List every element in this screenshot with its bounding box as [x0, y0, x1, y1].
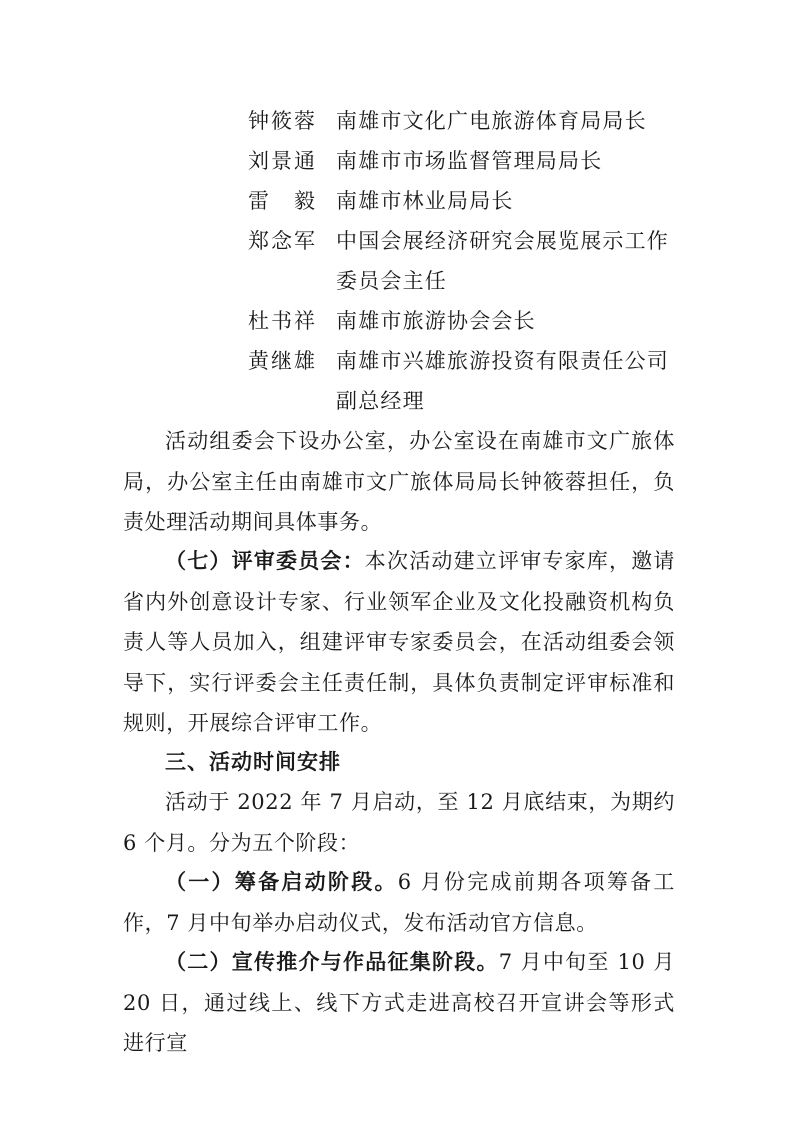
member-role: 南雄市文化广电旅游体育局局长 [336, 109, 647, 133]
phase2-body: 7 月中旬至 10 月 20 日，通过线上、线下方式走进高校召开宣讲会等形式进行宣 [123, 950, 676, 1055]
member-row [0, 221, 793, 261]
member-row [0, 101, 793, 141]
schedule-intro-paragraph: 活动于 2022 年 7 月启动，至 12 月底结束，为期约 6 个月。分为五个阶段： [123, 790, 675, 855]
phase2-lead: （二）宣传推介与作品征集阶段。 [165, 949, 499, 974]
phase2-paragraph [123, 942, 675, 1064]
member-row [0, 341, 793, 381]
member-role: 中国会展经济研究会展览展示工作 [336, 229, 669, 253]
member-name: 刘景通 [248, 149, 317, 173]
member-name: 钟筱蓉 [248, 109, 317, 133]
member-role: 南雄市旅游协会会长 [336, 309, 536, 333]
member-role: 南雄市兴雄旅游投资有限责任公司 [336, 349, 669, 373]
member-name: 杜书祥 [248, 309, 317, 333]
review-committee-body: 本次活动建立评审专家库，邀请省内外创意设计专家、行业领军企业及文化投融资机构负责人等人员加入，组建评审专家委员会，在活动组委会领导下，实行评委会主任责任制，具体负责制定评审标准和规则，开展综合评审工作。 [123, 549, 675, 735]
member-row [0, 141, 793, 181]
phase1-lead: （一）筹备启动阶段。 [165, 869, 398, 894]
member-role-continued: 副总经理 [336, 389, 425, 413]
member-row [0, 181, 793, 221]
review-committee-lead: （七）评审委员会： [165, 548, 365, 573]
member-role: 南雄市林业局局长 [336, 189, 514, 213]
phase1-paragraph [123, 862, 675, 943]
member-role: 南雄市市场监督管理局局长 [336, 149, 603, 173]
member-name: 黄继雄 [248, 349, 317, 373]
phase1-body: 6 月份完成前期各项筹备工作，7 月中旬举办启动仪式，发布活动官方信息。 [123, 870, 676, 935]
section-heading: 三、活动时间安排 [165, 750, 341, 774]
member-row [0, 301, 793, 341]
office-paragraph: 活动组委会下设办公室，办公室设在南雄市文广旅体局，办公室主任由南雄市文广旅体局局长钟筱蓉担任，负责处理活动期间具体事务。 [123, 429, 675, 534]
member-name: 郑念军 [248, 229, 317, 253]
review-committee-paragraph [123, 541, 675, 744]
member-name: 雷 毅 [248, 189, 317, 213]
member-role-continued: 委员会主任 [336, 269, 447, 293]
